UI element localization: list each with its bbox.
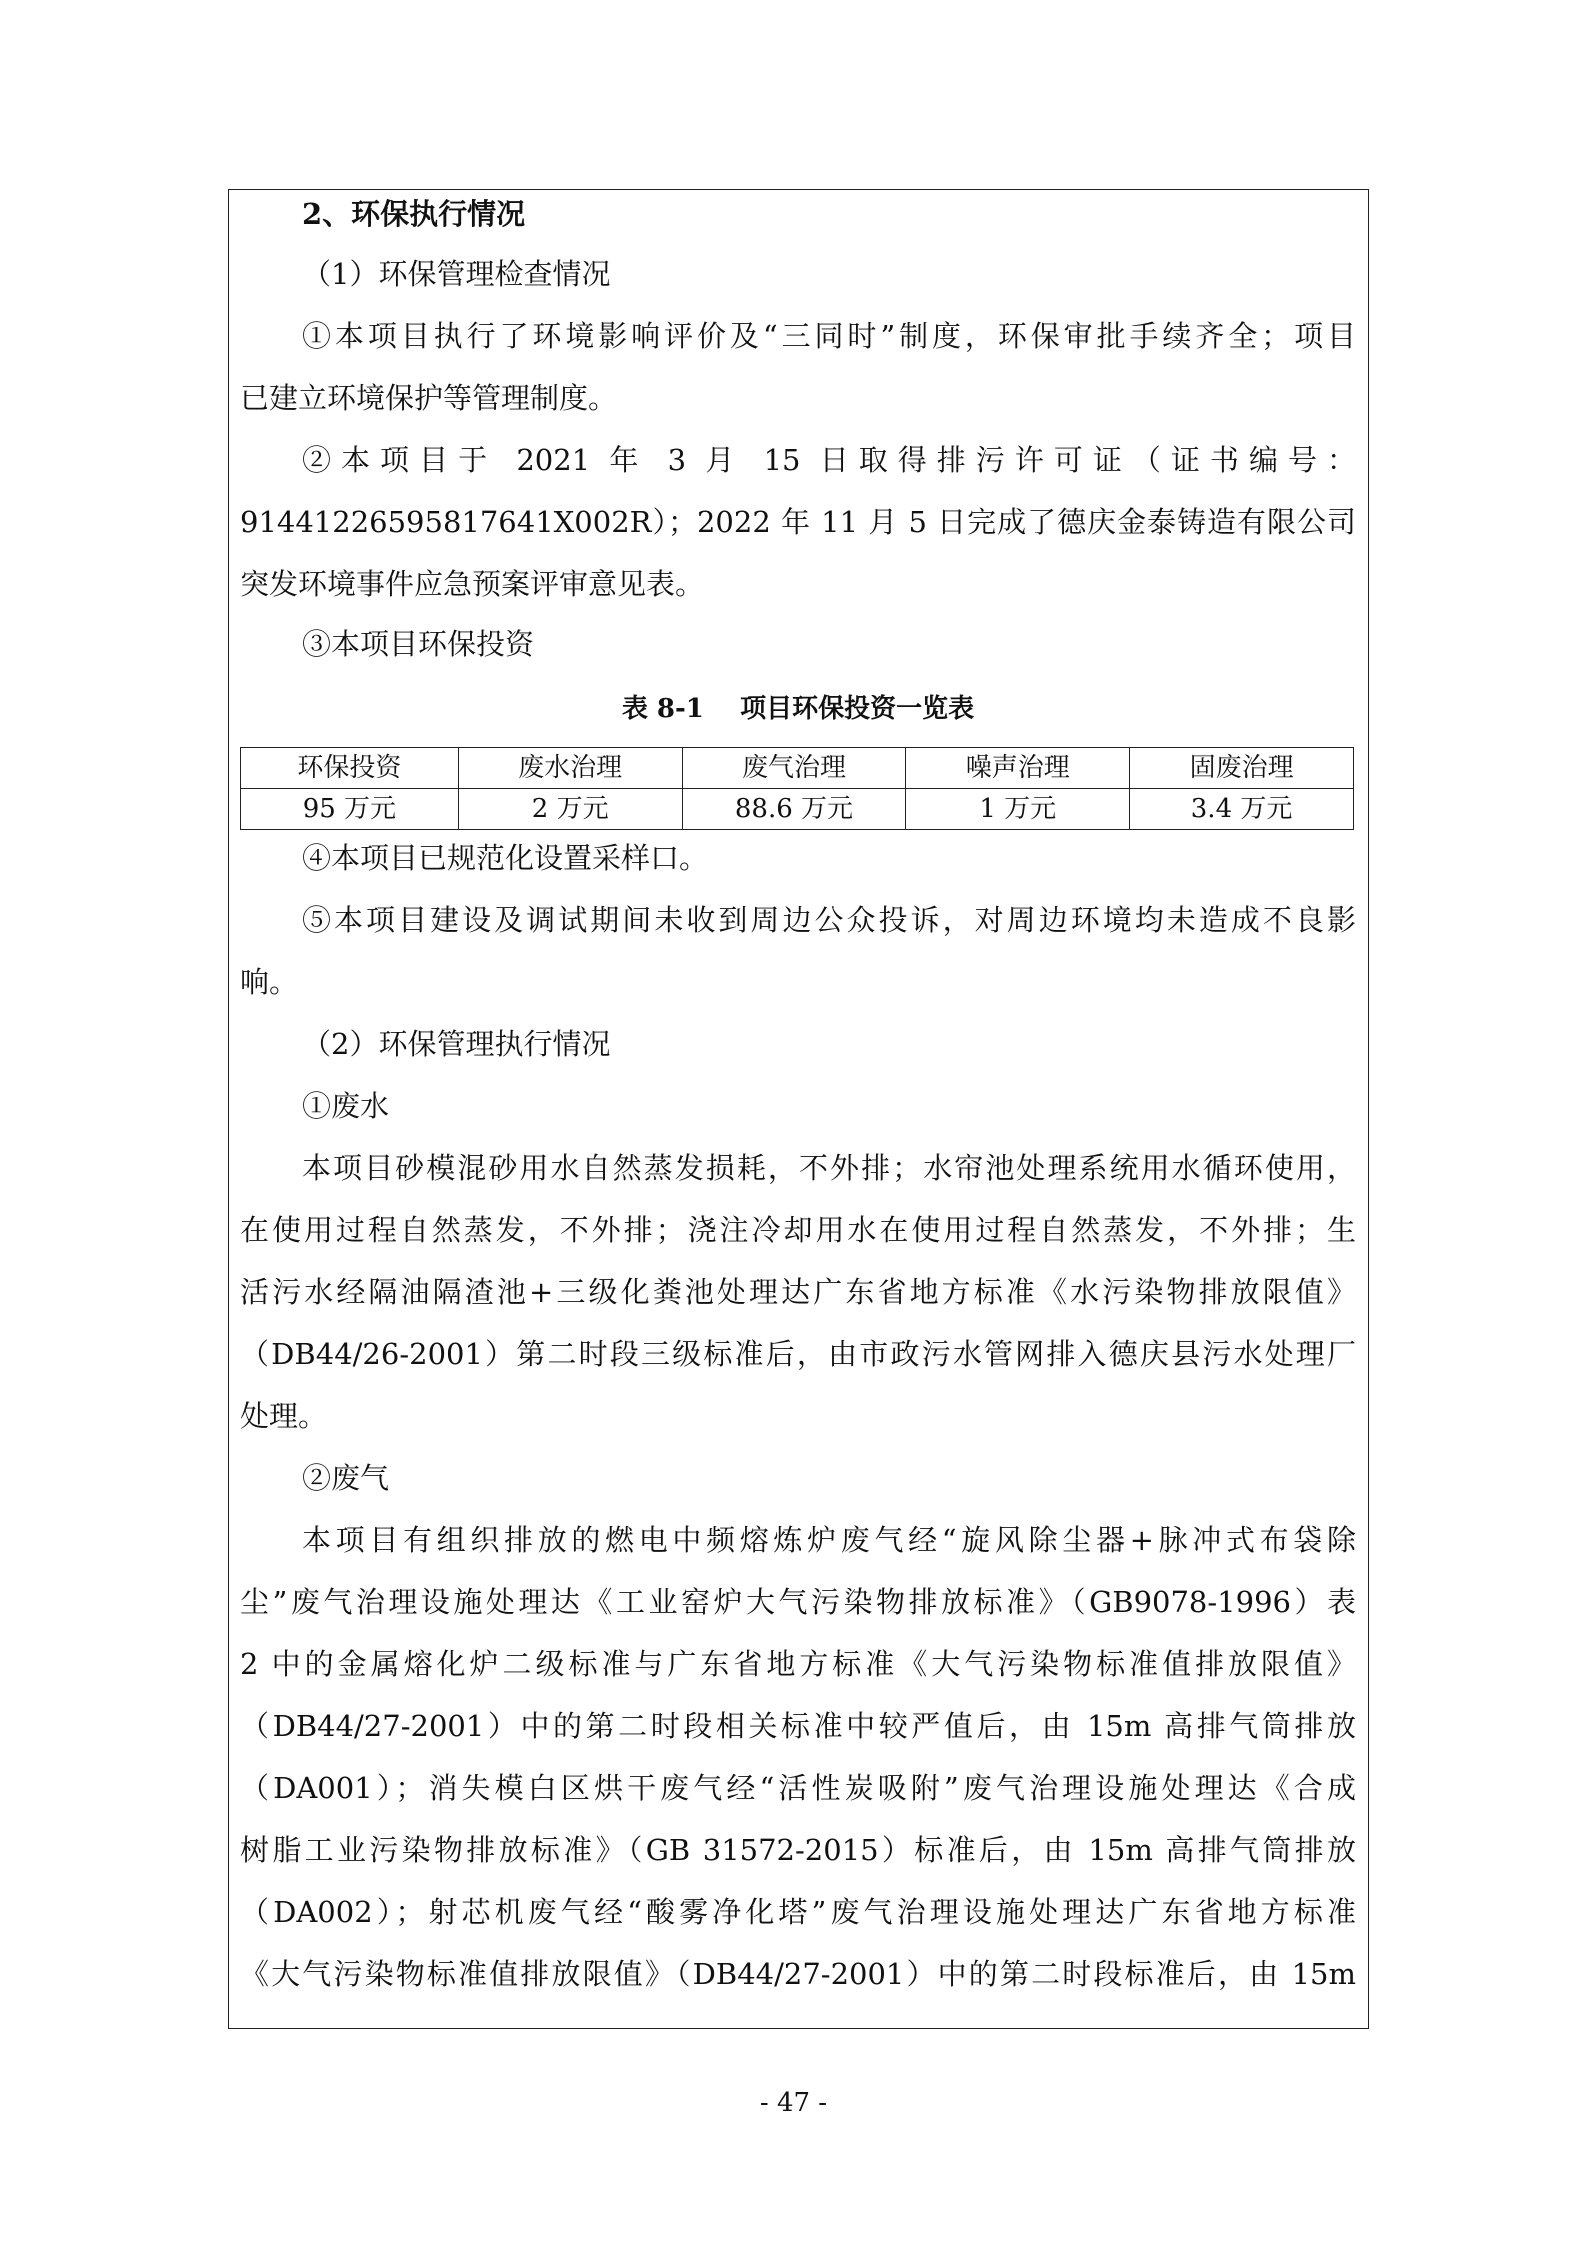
table-row bbox=[241, 789, 1354, 830]
wastewater-title: ①废水 bbox=[302, 1089, 390, 1123]
paragraph-line: （DB44/27-2001）中的第二时段相关标准中较严值后，由 15m 高排气筒排放 bbox=[240, 1709, 1356, 1743]
paragraph-line: 《大气污染物标准值排放限值》（DB44/27-2001）中的第二时段标准后，由 15m bbox=[240, 1957, 1356, 1991]
exhaust-title: ②废气 bbox=[302, 1461, 390, 1495]
section-title: 2、环保执行情况 bbox=[302, 197, 526, 231]
paragraph-line: 已建立环境保护等管理制度。 bbox=[240, 381, 618, 415]
table-header-row bbox=[241, 748, 1354, 789]
paragraph-line: 突发环境事件应急预案评审意见表。 bbox=[240, 567, 705, 601]
paragraph-line: 在使用过程自然蒸发，不外排；浇注冷却用水在使用过程自然蒸发，不外排；生 bbox=[240, 1213, 1356, 1247]
table-cell: 95 万元 bbox=[241, 789, 459, 830]
paragraph-line: 2 中的金属熔化炉二级标准与广东省地方标准《大气污染物标准值排放限值》 bbox=[240, 1647, 1356, 1681]
paragraph-line: ②本项目于 2021 年 3 月 15 日取得排污许可证（证书编号： bbox=[302, 443, 1356, 477]
paragraph-line: 91441226595817641X002R）；2022 年 11 月 5 日完成了德庆金泰铸造有限公司 bbox=[240, 505, 1356, 539]
subsection-title-2: （2）环保管理执行情况 bbox=[302, 1027, 611, 1061]
paragraph-line: 树脂工业污染物排放标准》（GB 31572-2015）标准后，由 15m 高排气筒排放 bbox=[240, 1833, 1356, 1867]
table-cell: 88.6 万元 bbox=[682, 789, 906, 830]
paragraph-line: （DB44/26-2001）第二时段三级标准后，由市政污水管网排入德庆县污水处理厂 bbox=[240, 1337, 1356, 1371]
paragraph-line: （DA001）；消失模白区烘干废气经“活性炭吸附”废气治理设施处理达《合成 bbox=[240, 1771, 1356, 1805]
paragraph-line: 响。 bbox=[240, 965, 299, 999]
table-header-cell: 噪声治理 bbox=[906, 748, 1130, 789]
paragraph-line: 尘”废气治理设施处理达《工业窑炉大气污染物排放标准》（GB9078-1996）表 bbox=[240, 1585, 1356, 1619]
table-cell: 2 万元 bbox=[458, 789, 682, 830]
paragraph-line: 本项目砂模混砂用水自然蒸发损耗，不外排；水帘池处理系统用水循环使用， bbox=[302, 1151, 1356, 1185]
paragraph-line: ③本项目环保投资 bbox=[302, 627, 535, 661]
paragraph-line: （DA002）；射芯机废气经“酸雾净化塔”废气治理设施处理达广东省地方标准 bbox=[240, 1895, 1356, 1929]
paragraph-line: 处理。 bbox=[240, 1399, 328, 1433]
table-header-cell: 环保投资 bbox=[241, 748, 459, 789]
table-caption: 表 8-1 项目环保投资一览表 bbox=[621, 694, 975, 724]
subsection-title-1: （1）环保管理检查情况 bbox=[302, 257, 611, 291]
table-header-cell: 固废治理 bbox=[1130, 748, 1354, 789]
paragraph-line: ④本项目已规范化设置采样口。 bbox=[302, 841, 709, 875]
table-cell: 3.4 万元 bbox=[1130, 789, 1354, 830]
paragraph-line: ①本项目执行了环境影响评价及“三同时”制度，环保审批手续齐全；项目 bbox=[302, 319, 1356, 353]
table-header-cell: 废气治理 bbox=[682, 748, 906, 789]
table-header-cell: 废水治理 bbox=[458, 748, 682, 789]
table-cell: 1 万元 bbox=[906, 789, 1130, 830]
page-number: - 47 - bbox=[759, 2088, 828, 2118]
investment-table bbox=[240, 747, 1354, 830]
paragraph-line: 活污水经隔油隔渣池+三级化粪池处理达广东省地方标准《水污染物排放限值》 bbox=[240, 1275, 1356, 1309]
paragraph-line: ⑤本项目建设及调试期间未收到周边公众投诉，对周边环境均未造成不良影 bbox=[302, 903, 1356, 937]
paragraph-line: 本项目有组织排放的燃电中频熔炼炉废气经“旋风除尘器+脉冲式布袋除 bbox=[302, 1523, 1356, 1557]
